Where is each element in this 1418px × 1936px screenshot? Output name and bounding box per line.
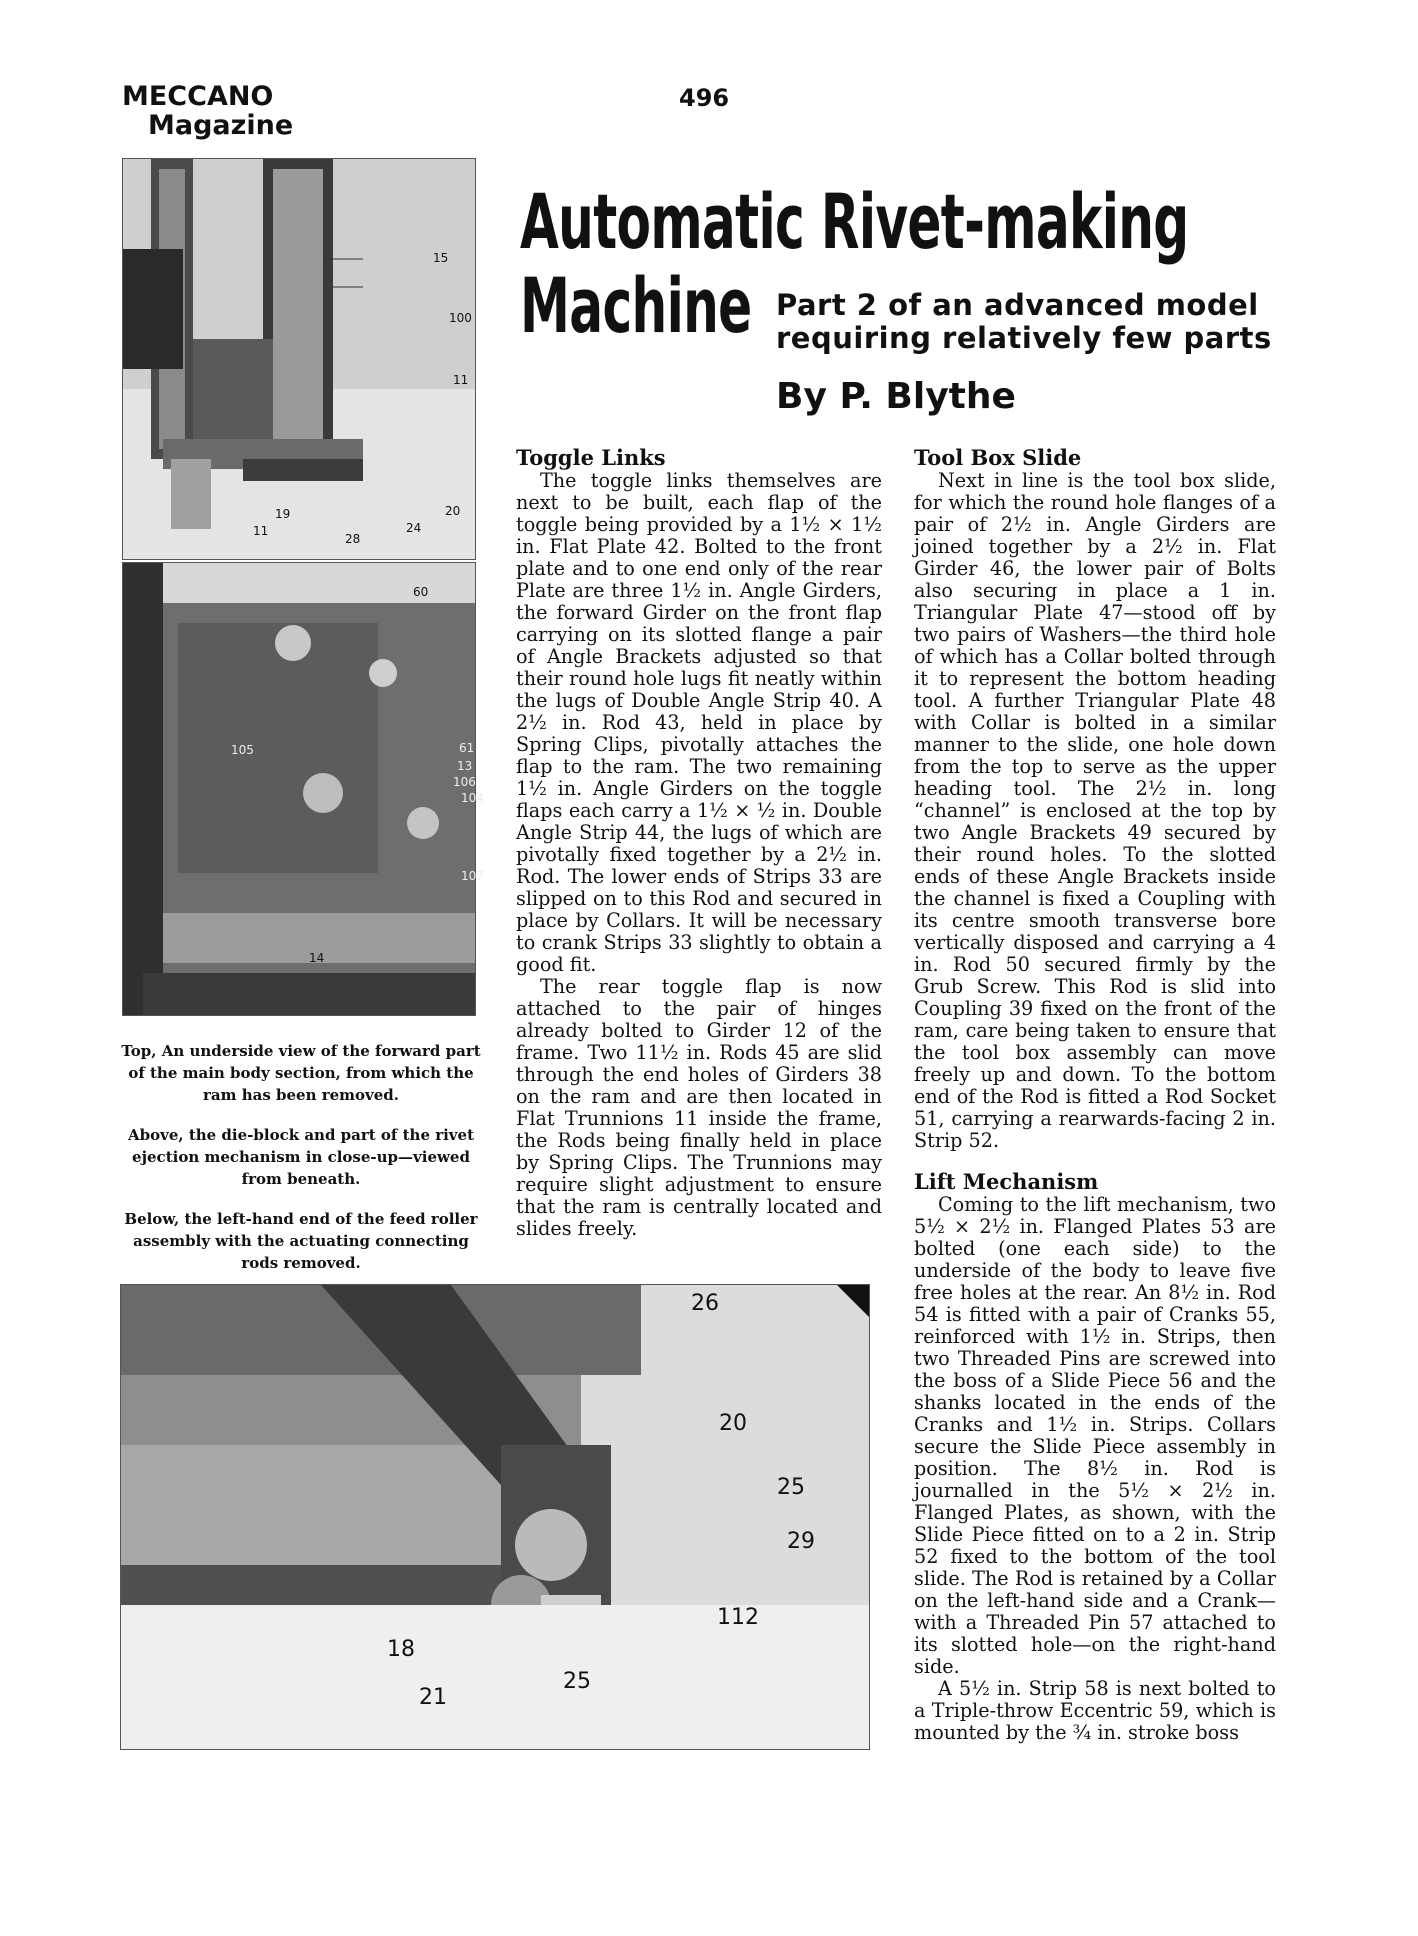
- photo-label: 13: [457, 759, 473, 773]
- subtitle-line1: Part 2 of an advanced model: [776, 288, 1259, 322]
- caption-top: Top, An underside view of the forward part of the main body section, from which the ram has been removed.: [121, 1042, 481, 1104]
- photo-underside-body: [122, 158, 476, 560]
- photo-label: 20: [719, 1411, 747, 1436]
- photo-label: 19: [275, 507, 291, 521]
- photo-label: 60: [413, 585, 429, 599]
- photo-label: 106: [453, 775, 476, 789]
- photo-label: 104: [461, 791, 484, 805]
- photo-label: 26: [691, 1291, 719, 1316]
- photo-label: 107: [461, 869, 484, 883]
- masthead-line2: Magazine: [148, 110, 294, 141]
- column-lift-mechanism: [914, 1170, 1276, 1744]
- photo-label: 14: [309, 951, 325, 965]
- photo-label: 100: [449, 311, 472, 325]
- paragraph: Next in line is the tool box slide, for which the round hole flanges of a pair of 2½ in. Angle Girders are joined together by a 2½ in. Flat Girder 46, the lower pair of Bolts also securing in place a 1 in. Triangular Plate 47—stood off by two pairs of Washers—the third hole of which has a Collar bolted through it to represent the bottom heading tool. A further Triangular Plate 48 with Collar is bolted in a similar manner to the slide, one hole down from the top to serve as the upper heading tool. The 2½ in. long “channel” is enclosed at the top by two Angle Brackets 49 secured by their round holes. To the slotted ends of these Angle Brackets inside the channel is fixed a Coupling with its centre smooth transverse bore vertically disposed and carrying a 4 in. Rod 50 secured firmly by the Grub Screw. This Rod is slid into Coupling 39 fixed on the front of the ram, care being taken to ensure that the tool box assembly can move freely up and down. To the bottom end of the Rod is fitted a Rod Socket 51, carrying a rearwards-facing 2 in. Strip 52.: [914, 469, 1276, 1152]
- heading-tool-box-slide: Tool Box Slide: [914, 445, 1082, 470]
- paragraph: The toggle links themselves are next to be built, each flap of the toggle being provided by a 1½ × 1½ in. Flat Plate 42. Bolted to the front plate and to one end only of the rear Plate are three 1½ in. Angle Girders, the forward Girder on the front flap carrying on its slotted flange a pair of Angle Brackets adjusted so that their round hole lugs fit neatly within the lugs of Double Angle Strip 40. A 2½ in. Rod 43, held in place by Spring Clips, pivotally attaches the flap to the ram. The two remaining 1½ in. Angle Girders on the toggle flaps each carry a 1½ × ½ in. Double Angle Strip 44, the lugs of which are pivotally fixed together by a 2½ in. Rod. The lower ends of Strips 33 are slipped on to this Rod and secured in place by Collars. It will be necessary to crank Strips 33 slightly to obtain a good fit.: [516, 469, 882, 976]
- paragraph: Coming to the lift mechanism, two 5½ × 2½ in. Flanged Plates 53 are bolted (one each side) to the underside of the body to leave five free holes at the rear. An 8½ in. Rod 54 is fitted with a pair of Cranks 55, reinforced with 1½ in. Strips, then two Threaded Pins are screwed into the boss of a Slide Piece 56 and the shanks located in the ends of the Cranks and 1½ in. Strips. Collars secure the Slide Piece assembly in position. The 8½ in. Rod is journalled in the 5½ × 2½ in. Flanged Plates, as shown, with the Slide Piece fitted on to a 2 in. Strip 52 fixed to the bottom of the tool slide. The Rod is retained by a Collar on the left-hand side and a Crank—with a Threaded Pin 57 attached to its slotted hole—on the right-hand side.: [914, 1193, 1276, 1678]
- corner-mark: [837, 1285, 869, 1317]
- photo-captions: [118, 1040, 484, 1292]
- photo-label: 105: [231, 743, 254, 757]
- photo-label: 15: [433, 251, 449, 265]
- caption-above: Above, the die-block and part of the rivet ejection mechanism in close-up—viewed from beneath.: [128, 1126, 474, 1188]
- subtitle-line2: requiring relatively few parts: [776, 321, 1272, 355]
- column-tool-box: [914, 446, 1276, 1152]
- caption-below: Below, the left-hand end of the feed roller assembly with the actuating connecting rods removed.: [124, 1210, 478, 1272]
- photo-label: 61: [459, 741, 475, 755]
- photo-die-block: [122, 562, 484, 1016]
- photo-label: 25: [563, 1669, 591, 1694]
- heading-lift-mechanism: Lift Mechanism: [914, 1169, 1099, 1194]
- heading-toggle-links: Toggle Links: [516, 445, 666, 470]
- title-line1: Automatic Rivet-making: [520, 177, 1189, 266]
- photo-label: 24: [406, 521, 422, 535]
- byline: By P. Blythe: [776, 376, 1016, 417]
- paragraph: The rear toggle flap is now attached to the pair of hinges already bolted to Girder 12 of the frame. Two 11½ in. Rods 45 are slid through the end holes of Girders 38 on the ram and are then located in Flat Trunnions 11 inside the frame, the Rods being finally held in place by Spring Clips. The Trunnions may require slight adjustment to ensure that the ram is centrally located and slides freely.: [516, 975, 882, 1240]
- page-number: 496: [679, 84, 730, 112]
- article-subtitle: [776, 289, 1272, 355]
- photo-label: 18: [387, 1637, 415, 1662]
- masthead-line1: MECCANO: [122, 81, 274, 112]
- photo-label: 25: [777, 1475, 805, 1500]
- photo-label: 28: [345, 532, 361, 546]
- photo-label: 21: [419, 1685, 447, 1710]
- photo-feed-roller: [120, 1284, 870, 1750]
- photo-label: 11: [253, 524, 269, 538]
- masthead: [122, 82, 293, 140]
- photo-label: 112: [717, 1605, 759, 1630]
- photo-label: 29: [787, 1529, 815, 1554]
- photo-label: 20: [445, 504, 461, 518]
- column-toggle-links: [516, 446, 882, 1240]
- photo-label: 11: [453, 373, 469, 387]
- title-line2: Machine: [520, 261, 752, 350]
- paragraph: A 5½ in. Strip 58 is next bolted to a Triple-throw Eccentric 59, which is mounted by the ¾ in. stroke boss: [914, 1677, 1276, 1744]
